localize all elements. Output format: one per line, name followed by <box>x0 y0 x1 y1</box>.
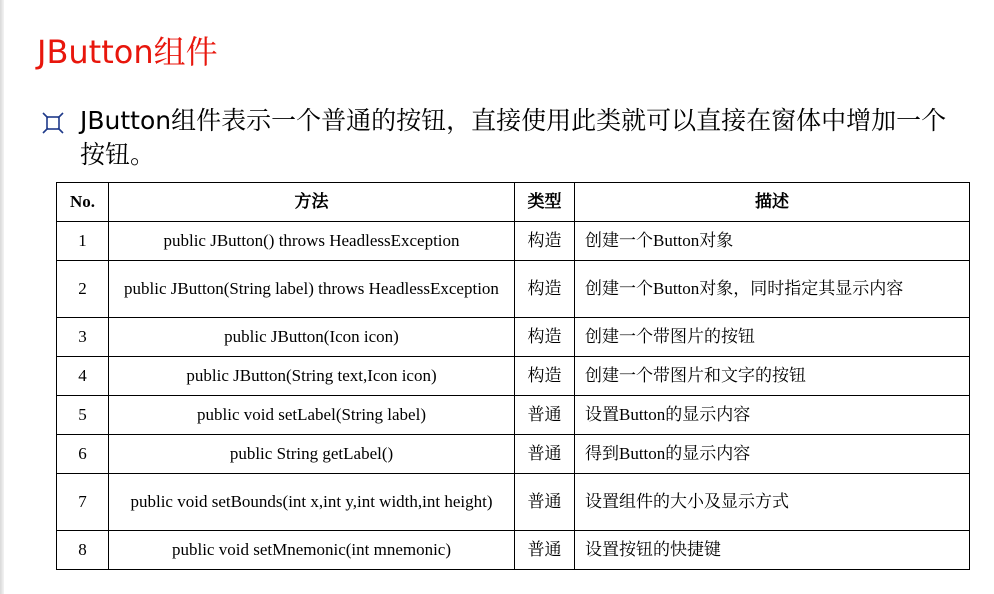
table-row <box>57 396 970 435</box>
row-desc: 设置Button的显示内容 <box>575 396 970 435</box>
header-desc: 描述 <box>575 183 970 222</box>
row-type: 构造 <box>515 222 575 261</box>
slide-left-edge <box>0 0 4 594</box>
row-no: 2 <box>57 261 109 318</box>
row-type: 普通 <box>515 531 575 570</box>
row-method: public String getLabel() <box>109 435 515 474</box>
row-method: public JButton() throws HeadlessException <box>109 222 515 261</box>
table-row <box>57 261 970 318</box>
row-type: 普通 <box>515 474 575 531</box>
row-type: 构造 <box>515 357 575 396</box>
row-desc: 创建一个带图片的按钮 <box>575 318 970 357</box>
header-method: 方法 <box>109 183 515 222</box>
slide-title: JButton组件 <box>37 33 218 71</box>
table-row <box>57 357 970 396</box>
row-method: public JButton(Icon icon) <box>109 318 515 357</box>
row-type: 普通 <box>515 396 575 435</box>
row-no: 1 <box>57 222 109 261</box>
table-row <box>57 474 970 531</box>
row-desc: 创建一个Button对象 <box>575 222 970 261</box>
row-method: public JButton(String label) throws HeadlessException <box>109 261 515 318</box>
row-desc: 得到Button的显示内容 <box>575 435 970 474</box>
table-row <box>57 318 970 357</box>
row-desc: 创建一个带图片和文字的按钮 <box>575 357 970 396</box>
row-no: 8 <box>57 531 109 570</box>
row-no: 6 <box>57 435 109 474</box>
row-method: public void setMnemonic(int mnemonic) <box>109 531 515 570</box>
row-desc: 设置组件的大小及显示方式 <box>575 474 970 531</box>
row-desc: 创建一个Button对象，同时指定其显示内容 <box>575 261 970 318</box>
row-no: 4 <box>57 357 109 396</box>
row-type: 构造 <box>515 261 575 318</box>
table-row <box>57 435 970 474</box>
square-bullet-icon <box>42 112 64 134</box>
row-method: public void setBounds(int x,int y,int width,int height) <box>109 474 515 531</box>
row-no: 7 <box>57 474 109 531</box>
row-method: public JButton(String text,Icon icon) <box>109 357 515 396</box>
header-type: 类型 <box>515 183 575 222</box>
methods-table <box>56 182 970 570</box>
row-type: 构造 <box>515 318 575 357</box>
row-method: public void setLabel(String label) <box>109 396 515 435</box>
bullet-text: JButton组件表示一个普通的按钮，直接使用此类就可以直接在窗体中增加一个按钮。 <box>80 106 947 169</box>
header-no: No. <box>57 183 109 222</box>
table-row <box>57 222 970 261</box>
row-type: 普通 <box>515 435 575 474</box>
row-no: 3 <box>57 318 109 357</box>
row-desc: 设置按钮的快捷键 <box>575 531 970 570</box>
table-header-row <box>57 183 970 222</box>
table-row <box>57 531 970 570</box>
row-no: 5 <box>57 396 109 435</box>
